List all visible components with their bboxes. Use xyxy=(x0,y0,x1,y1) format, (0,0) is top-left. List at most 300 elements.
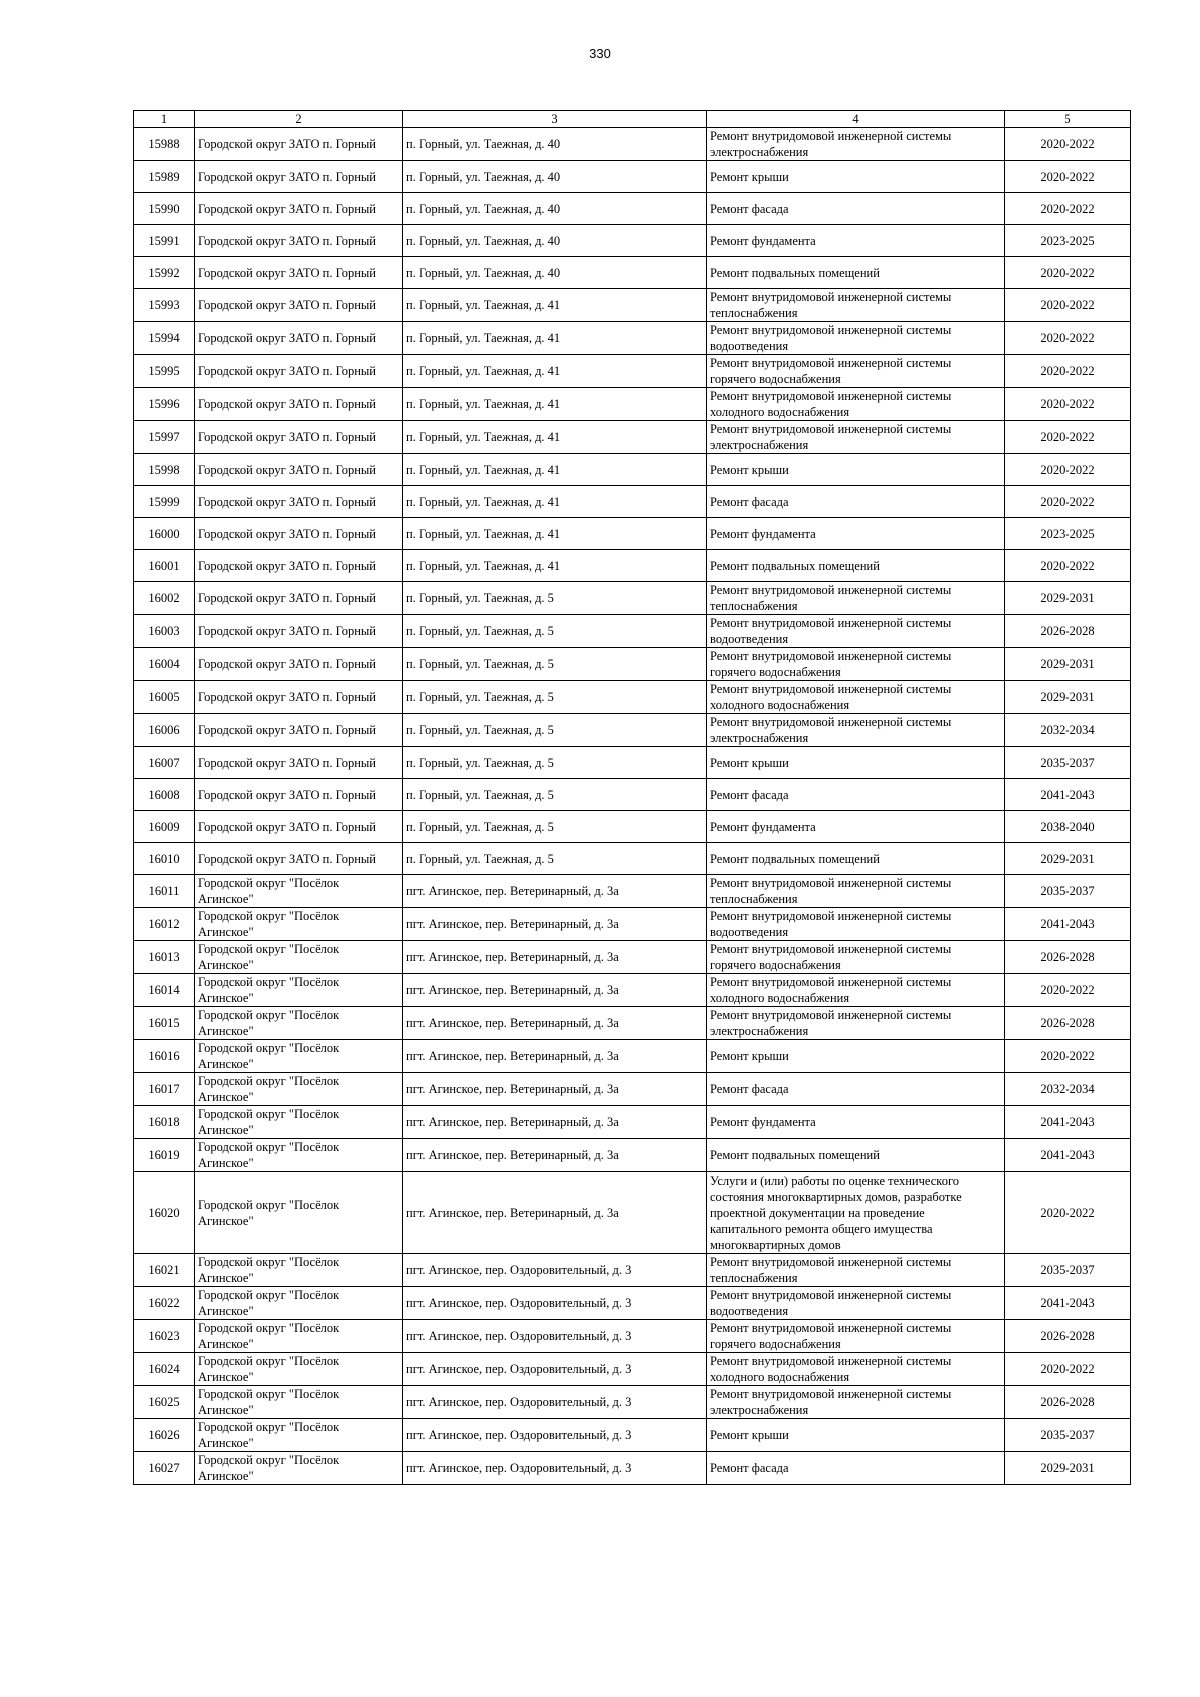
table-row xyxy=(134,941,1131,974)
cell-municipality xyxy=(195,550,403,582)
period-text: 2020-2022 xyxy=(1040,331,1095,345)
period-text: 2020-2022 xyxy=(1040,462,1095,477)
cell-row-number xyxy=(134,1172,195,1254)
cell-municipality xyxy=(195,1419,403,1452)
address-text: пгт. Агинское, пер. Оздоровительный, д. 3 xyxy=(406,1296,632,1310)
cell-work-type xyxy=(707,779,1005,811)
cell-row-number xyxy=(134,257,195,289)
row-number-text: 16025 xyxy=(148,1395,180,1409)
table-row xyxy=(134,582,1131,615)
cell-address xyxy=(403,747,707,779)
cell-work-type xyxy=(707,421,1005,454)
row-number-text: 16000 xyxy=(148,526,180,541)
address-text: п. Горный, ул. Таежная, д. 5 xyxy=(406,657,554,671)
work-type-text: Ремонт внутридомовой инженерной системы водоотведения xyxy=(710,909,952,939)
cell-municipality xyxy=(195,518,403,550)
address-text: пгт. Агинское, пер. Ветеринарный, д. 3а xyxy=(406,1205,619,1220)
column-header-5: 5 xyxy=(1005,111,1131,128)
table-row xyxy=(134,1386,1131,1419)
cell-row-number xyxy=(134,843,195,875)
work-type-text: Ремонт фасада xyxy=(710,787,789,802)
row-number-text: 16003 xyxy=(148,624,180,638)
cell-address xyxy=(403,257,707,289)
period-text: 2041-2043 xyxy=(1040,1296,1095,1310)
cell-municipality xyxy=(195,257,403,289)
address-text: п. Горный, ул. Таежная, д. 5 xyxy=(406,723,554,737)
cell-work-type xyxy=(707,582,1005,615)
table-row xyxy=(134,1254,1131,1287)
cell-address xyxy=(403,128,707,161)
cell-municipality xyxy=(195,454,403,486)
cell-row-number xyxy=(134,289,195,322)
row-number-text: 16017 xyxy=(148,1082,180,1096)
cell-period xyxy=(1005,1040,1131,1073)
address-text: п. Горный, ул. Таежная, д. 41 xyxy=(406,331,561,345)
cell-row-number xyxy=(134,747,195,779)
cell-work-type xyxy=(707,974,1005,1007)
cell-period xyxy=(1005,1353,1131,1386)
address-text: п. Горный, ул. Таежная, д. 40 xyxy=(406,265,561,280)
work-type-text: Ремонт внутридомовой инженерной системы водоотведения xyxy=(710,323,952,353)
address-text: п. Горный, ул. Таежная, д. 5 xyxy=(406,819,554,834)
table-row xyxy=(134,1073,1131,1106)
row-number-text: 15999 xyxy=(148,494,180,509)
work-type-text: Ремонт внутридомовой инженерной системы горячего водоснабжения xyxy=(710,1321,952,1351)
period-text: 2041-2043 xyxy=(1040,1115,1095,1129)
table-row xyxy=(134,843,1131,875)
work-type-text: Ремонт подвальных помещений xyxy=(710,265,880,280)
municipality-text: Городской округ "Посёлок Агинское" xyxy=(198,876,340,906)
period-text: 2020-2022 xyxy=(1040,430,1095,444)
row-number-text: 16021 xyxy=(148,1263,180,1277)
row-number-text: 16016 xyxy=(148,1049,180,1063)
cell-row-number xyxy=(134,193,195,225)
cell-municipality xyxy=(195,615,403,648)
address-text: пгт. Агинское, пер. Ветеринарный, д. 3а xyxy=(406,1016,619,1030)
municipality-text: Городской округ "Посёлок Агинское" xyxy=(198,909,340,939)
cell-period xyxy=(1005,486,1131,518)
cell-work-type xyxy=(707,1007,1005,1040)
work-type-text: Ремонт фундамента xyxy=(710,233,816,248)
cell-address xyxy=(403,322,707,355)
period-text: 2026-2028 xyxy=(1040,624,1095,638)
table-row xyxy=(134,714,1131,747)
page-number: 330 xyxy=(589,46,611,61)
municipality-text: Городской округ "Посёлок Агинское" xyxy=(198,1197,340,1228)
row-number-text: 15998 xyxy=(148,462,180,477)
cell-municipality xyxy=(195,193,403,225)
row-number-text: 16012 xyxy=(148,917,180,931)
work-type-text: Ремонт фасада xyxy=(710,494,789,509)
table-row xyxy=(134,128,1131,161)
cell-municipality xyxy=(195,225,403,257)
cell-work-type xyxy=(707,747,1005,779)
row-number-text: 16026 xyxy=(148,1428,180,1442)
cell-row-number xyxy=(134,1386,195,1419)
row-number-text: 15995 xyxy=(148,364,180,378)
table-row xyxy=(134,454,1131,486)
cell-address xyxy=(403,1320,707,1353)
cell-municipality xyxy=(195,974,403,1007)
cell-period xyxy=(1005,1320,1131,1353)
cell-row-number xyxy=(134,1320,195,1353)
cell-work-type xyxy=(707,1073,1005,1106)
cell-period xyxy=(1005,128,1131,161)
municipality-text: Городской округ ЗАТО п. Горный xyxy=(198,494,376,509)
cell-address xyxy=(403,161,707,193)
cell-row-number xyxy=(134,322,195,355)
cell-address xyxy=(403,421,707,454)
cell-period xyxy=(1005,454,1131,486)
cell-row-number xyxy=(134,1040,195,1073)
table-row xyxy=(134,1172,1131,1254)
cell-work-type xyxy=(707,1419,1005,1452)
cell-period xyxy=(1005,681,1131,714)
work-type-text: Ремонт внутридомовой инженерной системы электроснабжения xyxy=(710,1387,952,1417)
row-number-text: 16008 xyxy=(148,787,180,802)
municipality-text: Городской округ "Посёлок Агинское" xyxy=(198,1354,340,1384)
cell-row-number xyxy=(134,1106,195,1139)
column-number-row xyxy=(134,111,1131,128)
table-row xyxy=(134,1452,1131,1485)
cell-row-number xyxy=(134,486,195,518)
period-text: 2026-2028 xyxy=(1040,1395,1095,1409)
cell-row-number xyxy=(134,421,195,454)
municipality-text: Городской округ ЗАТО п. Горный xyxy=(198,690,376,704)
period-text: 2041-2043 xyxy=(1040,917,1095,931)
table-row xyxy=(134,550,1131,582)
row-number-text: 16001 xyxy=(148,558,180,573)
cell-row-number xyxy=(134,681,195,714)
municipality-text: Городской округ "Посёлок Агинское" xyxy=(198,1107,340,1137)
work-type-text: Ремонт внутридомовой инженерной системы электроснабжения xyxy=(710,422,952,452)
table-row xyxy=(134,779,1131,811)
period-text: 2020-2022 xyxy=(1040,169,1095,184)
municipality-text: Городской округ "Посёлок Агинское" xyxy=(198,1074,340,1104)
cell-work-type xyxy=(707,1254,1005,1287)
cell-work-type xyxy=(707,289,1005,322)
work-type-text: Ремонт крыши xyxy=(710,1049,789,1063)
address-text: п. Горный, ул. Таежная, д. 40 xyxy=(406,233,561,248)
cell-work-type xyxy=(707,257,1005,289)
cell-address xyxy=(403,1073,707,1106)
cell-row-number xyxy=(134,714,195,747)
cell-address xyxy=(403,289,707,322)
cell-row-number xyxy=(134,355,195,388)
period-text: 2029-2031 xyxy=(1040,851,1095,866)
period-text: 2032-2034 xyxy=(1040,1082,1095,1096)
table-body xyxy=(134,128,1131,1485)
cell-period xyxy=(1005,388,1131,421)
cell-address xyxy=(403,1452,707,1485)
municipality-text: Городской округ ЗАТО п. Горный xyxy=(198,755,376,770)
address-text: п. Горный, ул. Таежная, д. 41 xyxy=(406,558,561,573)
address-text: п. Горный, ул. Таежная, д. 41 xyxy=(406,494,561,509)
cell-row-number xyxy=(134,1139,195,1172)
cell-municipality xyxy=(195,1287,403,1320)
municipality-text: Городской округ ЗАТО п. Горный xyxy=(198,657,376,671)
cell-period xyxy=(1005,974,1131,1007)
address-text: п. Горный, ул. Таежная, д. 41 xyxy=(406,364,561,378)
period-text: 2020-2022 xyxy=(1040,1205,1095,1220)
address-text: п. Горный, ул. Таежная, д. 41 xyxy=(406,462,561,477)
work-type-text: Ремонт внутридомовой инженерной системы холодного водоснабжения xyxy=(710,682,952,712)
address-text: пгт. Агинское, пер. Ветеринарный, д. 3а xyxy=(406,1082,619,1096)
municipality-text: Городской округ ЗАТО п. Горный xyxy=(198,137,376,151)
cell-address xyxy=(403,550,707,582)
address-text: п. Горный, ул. Таежная, д. 41 xyxy=(406,298,561,312)
period-text: 2020-2022 xyxy=(1040,1362,1095,1376)
address-text: п. Горный, ул. Таежная, д. 5 xyxy=(406,624,554,638)
row-number-text: 15997 xyxy=(148,430,180,444)
cell-period xyxy=(1005,1073,1131,1106)
address-text: пгт. Агинское, пер. Оздоровительный, д. 3 xyxy=(406,1395,632,1409)
cell-address xyxy=(403,811,707,843)
municipality-text: Городской округ ЗАТО п. Горный xyxy=(198,819,376,834)
municipality-text: Городской округ "Посёлок Агинское" xyxy=(198,1140,340,1170)
cell-work-type xyxy=(707,193,1005,225)
address-text: п. Горный, ул. Таежная, д. 40 xyxy=(406,169,561,184)
cell-work-type xyxy=(707,225,1005,257)
municipality-text: Городской округ ЗАТО п. Горный xyxy=(198,364,376,378)
address-text: п. Горный, ул. Таежная, д. 5 xyxy=(406,787,554,802)
work-type-text: Ремонт фасада xyxy=(710,201,789,216)
cell-municipality xyxy=(195,908,403,941)
cell-municipality xyxy=(195,161,403,193)
cell-period xyxy=(1005,1386,1131,1419)
cell-address xyxy=(403,1353,707,1386)
cell-work-type xyxy=(707,1320,1005,1353)
municipality-text: Городской округ "Посёлок Агинское" xyxy=(198,1321,340,1351)
cell-row-number xyxy=(134,1254,195,1287)
cell-period xyxy=(1005,257,1131,289)
cell-address xyxy=(403,486,707,518)
period-text: 2023-2025 xyxy=(1040,233,1095,248)
row-number-text: 15992 xyxy=(148,265,180,280)
cell-row-number xyxy=(134,615,195,648)
cell-address xyxy=(403,648,707,681)
municipality-text: Городской округ ЗАТО п. Горный xyxy=(198,723,376,737)
row-number-text: 16023 xyxy=(148,1329,180,1343)
cell-municipality xyxy=(195,1452,403,1485)
work-type-text: Ремонт крыши xyxy=(710,462,789,477)
cell-address xyxy=(403,225,707,257)
work-type-text: Услуги и (или) работы по оценке технического состояния многоквартирных домов, разработке проектной документации на проведение капитального ремонта общего имущества многоквартирных домов xyxy=(710,1173,962,1252)
municipality-text: Городской округ ЗАТО п. Горный xyxy=(198,558,376,573)
table-row xyxy=(134,1040,1131,1073)
period-text: 2026-2028 xyxy=(1040,1329,1095,1343)
work-type-text: Ремонт фундамента xyxy=(710,819,816,834)
row-number-text: 16011 xyxy=(148,884,180,898)
work-type-text: Ремонт подвальных помещений xyxy=(710,1148,880,1162)
work-type-text: Ремонт фундамента xyxy=(710,1115,816,1129)
cell-period xyxy=(1005,811,1131,843)
cell-municipality xyxy=(195,388,403,421)
cell-period xyxy=(1005,355,1131,388)
row-number-text: 16027 xyxy=(148,1461,180,1475)
cell-municipality xyxy=(195,289,403,322)
column-header-2: 2 xyxy=(195,111,403,128)
cell-period xyxy=(1005,747,1131,779)
period-text: 2035-2037 xyxy=(1040,884,1095,898)
municipality-text: Городской округ "Посёлок Агинское" xyxy=(198,1008,340,1038)
cell-municipality xyxy=(195,875,403,908)
work-type-text: Ремонт внутридомовой инженерной системы водоотведения xyxy=(710,616,952,646)
address-text: п. Горный, ул. Таежная, д. 5 xyxy=(406,591,554,605)
table-row xyxy=(134,648,1131,681)
row-number-text: 16010 xyxy=(148,851,180,866)
table-row xyxy=(134,518,1131,550)
cell-municipality xyxy=(195,714,403,747)
cell-period xyxy=(1005,1172,1131,1254)
row-number-text: 15996 xyxy=(148,397,180,411)
address-text: пгт. Агинское, пер. Ветеринарный, д. 3а xyxy=(406,1049,619,1063)
cell-row-number xyxy=(134,1287,195,1320)
cell-municipality xyxy=(195,811,403,843)
municipality-text: Городской округ ЗАТО п. Горный xyxy=(198,298,376,312)
column-header-3: 3 xyxy=(403,111,707,128)
cell-municipality xyxy=(195,843,403,875)
row-number-text: 16015 xyxy=(148,1016,180,1030)
row-number-text: 15990 xyxy=(148,201,180,216)
work-type-text: Ремонт внутридомовой инженерной системы горячего водоснабжения xyxy=(710,356,952,386)
cell-address xyxy=(403,582,707,615)
table-row xyxy=(134,1139,1131,1172)
table-row xyxy=(134,161,1131,193)
row-number-text: 16004 xyxy=(148,657,180,671)
cell-work-type xyxy=(707,1172,1005,1254)
cell-work-type xyxy=(707,161,1005,193)
cell-work-type xyxy=(707,615,1005,648)
cell-row-number xyxy=(134,550,195,582)
table-row xyxy=(134,322,1131,355)
row-number-text: 15991 xyxy=(148,233,180,248)
period-text: 2020-2022 xyxy=(1040,494,1095,509)
period-text: 2020-2022 xyxy=(1040,265,1095,280)
table-row xyxy=(134,615,1131,648)
cell-municipality xyxy=(195,779,403,811)
municipality-text: Городской округ ЗАТО п. Горный xyxy=(198,265,376,280)
address-text: п. Горный, ул. Таежная, д. 40 xyxy=(406,201,561,216)
cell-period xyxy=(1005,1007,1131,1040)
cell-municipality xyxy=(195,648,403,681)
address-text: пгт. Агинское, пер. Оздоровительный, д. 3 xyxy=(406,1461,632,1475)
cell-address xyxy=(403,1287,707,1320)
cell-work-type xyxy=(707,714,1005,747)
work-type-text: Ремонт внутридомовой инженерной системы электроснабжения xyxy=(710,715,952,745)
cell-address xyxy=(403,714,707,747)
cell-period xyxy=(1005,714,1131,747)
cell-row-number xyxy=(134,128,195,161)
cell-period xyxy=(1005,289,1131,322)
cell-row-number xyxy=(134,1452,195,1485)
table-row xyxy=(134,193,1131,225)
table-row xyxy=(134,1287,1131,1320)
municipality-text: Городской округ ЗАТО п. Горный xyxy=(198,787,376,802)
cell-row-number xyxy=(134,518,195,550)
row-number-text: 16018 xyxy=(148,1115,180,1129)
work-type-text: Ремонт подвальных помещений xyxy=(710,851,880,866)
address-text: пгт. Агинское, пер. Ветеринарный, д. 3а xyxy=(406,917,619,931)
work-type-text: Ремонт внутридомовой инженерной системы горячего водоснабжения xyxy=(710,942,952,972)
cell-address xyxy=(403,615,707,648)
address-text: пгт. Агинское, пер. Ветеринарный, д. 3а xyxy=(406,884,619,898)
period-text: 2029-2031 xyxy=(1040,591,1095,605)
cell-address xyxy=(403,1172,707,1254)
period-text: 2035-2037 xyxy=(1040,1428,1095,1442)
address-text: пгт. Агинское, пер. Ветеринарный, д. 3а xyxy=(406,1148,619,1162)
period-text: 2020-2022 xyxy=(1040,1049,1095,1063)
address-text: пгт. Агинское, пер. Ветеринарный, д. 3а xyxy=(406,950,619,964)
cell-period xyxy=(1005,779,1131,811)
column-header-1: 1 xyxy=(134,111,195,128)
cell-work-type xyxy=(707,1386,1005,1419)
cell-address xyxy=(403,1139,707,1172)
cell-work-type xyxy=(707,1287,1005,1320)
cell-row-number xyxy=(134,1073,195,1106)
repair-schedule-table xyxy=(133,110,1131,1485)
work-type-text: Ремонт внутридомовой инженерной системы горячего водоснабжения xyxy=(710,649,952,679)
table-row xyxy=(134,355,1131,388)
work-type-text: Ремонт крыши xyxy=(710,755,789,770)
cell-period xyxy=(1005,225,1131,257)
cell-municipality xyxy=(195,1172,403,1254)
work-type-text: Ремонт внутридомовой инженерной системы электроснабжения xyxy=(710,129,952,159)
cell-address xyxy=(403,1419,707,1452)
cell-row-number xyxy=(134,908,195,941)
cell-work-type xyxy=(707,388,1005,421)
address-text: пгт. Агинское, пер. Оздоровительный, д. 3 xyxy=(406,1263,632,1277)
work-type-text: Ремонт внутридомовой инженерной системы холодного водоснабжения xyxy=(710,975,952,1005)
cell-work-type xyxy=(707,355,1005,388)
cell-municipality xyxy=(195,322,403,355)
work-type-text: Ремонт крыши xyxy=(710,169,789,184)
period-text: 2035-2037 xyxy=(1040,1263,1095,1277)
cell-address xyxy=(403,843,707,875)
row-number-text: 15988 xyxy=(148,137,180,151)
period-text: 2020-2022 xyxy=(1040,137,1095,151)
cell-row-number xyxy=(134,941,195,974)
table-row xyxy=(134,811,1131,843)
work-type-text: Ремонт подвальных помещений xyxy=(710,558,880,573)
cell-period xyxy=(1005,615,1131,648)
cell-address xyxy=(403,974,707,1007)
cell-period xyxy=(1005,582,1131,615)
cell-address xyxy=(403,908,707,941)
cell-row-number xyxy=(134,1419,195,1452)
municipality-text: Городской округ ЗАТО п. Горный xyxy=(198,851,376,866)
table-row xyxy=(134,1353,1131,1386)
cell-work-type xyxy=(707,454,1005,486)
municipality-text: Городской округ "Посёлок Агинское" xyxy=(198,1453,340,1483)
cell-period xyxy=(1005,1139,1131,1172)
cell-work-type xyxy=(707,128,1005,161)
period-text: 2020-2022 xyxy=(1040,364,1095,378)
cell-address xyxy=(403,454,707,486)
cell-work-type xyxy=(707,1040,1005,1073)
address-text: п. Горный, ул. Таежная, д. 41 xyxy=(406,430,561,444)
period-text: 2020-2022 xyxy=(1040,558,1095,573)
cell-address xyxy=(403,779,707,811)
cell-municipality xyxy=(195,1040,403,1073)
municipality-text: Городской округ "Посёлок Агинское" xyxy=(198,942,340,972)
cell-period xyxy=(1005,1452,1131,1485)
table-row xyxy=(134,747,1131,779)
municipality-text: Городской округ ЗАТО п. Горный xyxy=(198,526,376,541)
cell-work-type xyxy=(707,681,1005,714)
period-text: 2020-2022 xyxy=(1040,397,1095,411)
period-text: 2035-2037 xyxy=(1040,755,1095,770)
